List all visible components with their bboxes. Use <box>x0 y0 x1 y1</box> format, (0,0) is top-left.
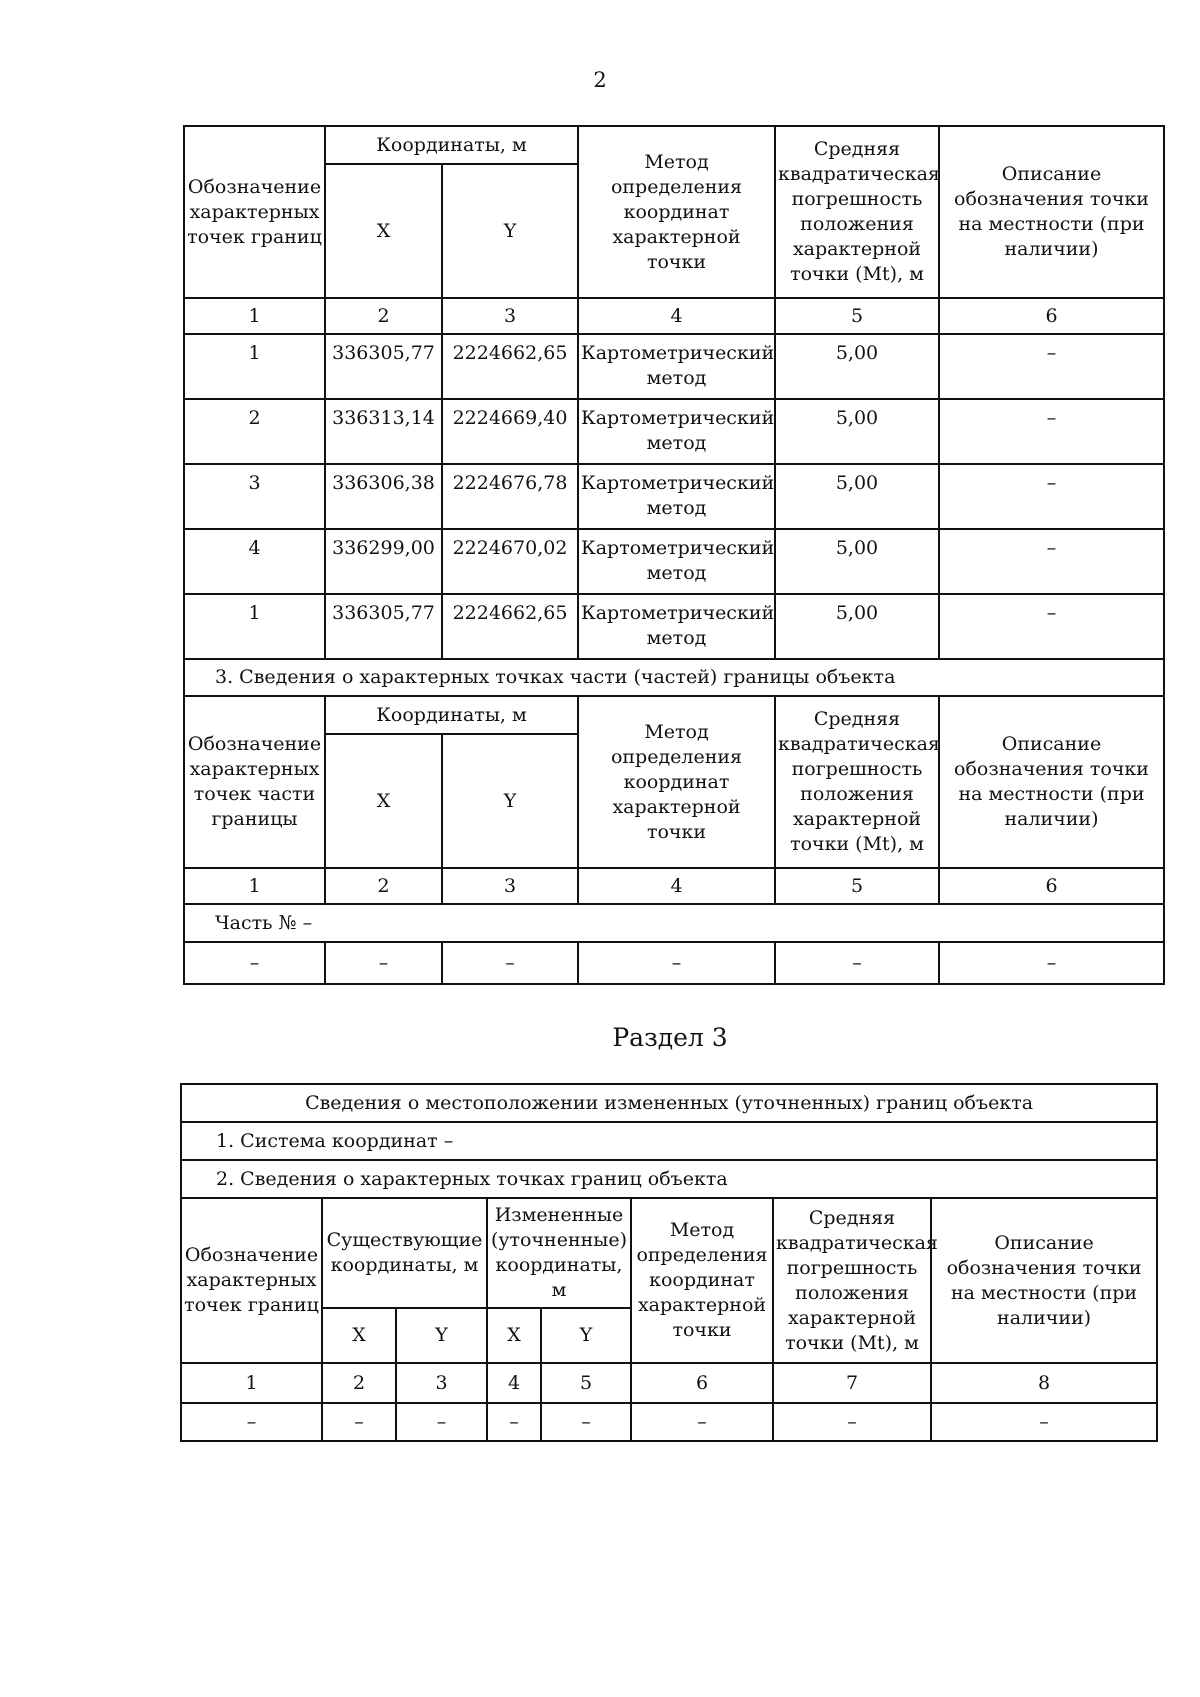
point-number: 4 <box>184 529 325 594</box>
error: 5,00 <box>775 334 939 399</box>
col-number: 5 <box>775 868 939 904</box>
coord-system: 1. Система координат – <box>181 1122 1157 1160</box>
col-number: 6 <box>939 868 1164 904</box>
col-number: 2 <box>322 1363 396 1403</box>
coord-x: 336299,00 <box>325 529 442 594</box>
coord-y: 2224669,40 <box>442 399 578 464</box>
part-cell: – <box>939 942 1164 984</box>
changed-boundary-table <box>180 1083 1158 1442</box>
part-cell: – <box>325 942 442 984</box>
row-cell: – <box>541 1403 631 1441</box>
row-cell: – <box>931 1403 1157 1441</box>
method: Картометрический метод <box>578 334 775 399</box>
error: 5,00 <box>775 464 939 529</box>
row-cell: – <box>487 1403 541 1441</box>
method: Картометрический метод <box>578 464 775 529</box>
coord-y: 2224662,65 <box>442 594 578 659</box>
col-number: 2 <box>325 298 442 334</box>
error: 5,00 <box>775 399 939 464</box>
point-number: 3 <box>184 464 325 529</box>
row-cell: – <box>631 1403 773 1441</box>
part-cell: – <box>775 942 939 984</box>
method: Картометрический метод <box>578 399 775 464</box>
part-cell: – <box>442 942 578 984</box>
part-cell: – <box>578 942 775 984</box>
table-row <box>181 1403 1157 1441</box>
description: – <box>939 334 1164 399</box>
col-number: 1 <box>181 1363 322 1403</box>
col-number: 2 <box>325 868 442 904</box>
table-row <box>184 334 1164 399</box>
col-number: 4 <box>487 1363 541 1403</box>
parts-header-error: Средняя квадратическая погрешность положения характерной точки (Mt), м <box>775 696 939 868</box>
description: – <box>939 399 1164 464</box>
error: 5,00 <box>775 594 939 659</box>
parts-header-x: X <box>325 734 442 868</box>
header-x: X <box>325 164 442 298</box>
col-number: 3 <box>442 298 578 334</box>
col-number: 1 <box>184 298 325 334</box>
page-number: 2 <box>593 68 607 92</box>
point-number: 1 <box>184 594 325 659</box>
parts-header-y: Y <box>442 734 578 868</box>
method: Картометрический метод <box>578 529 775 594</box>
parts-header-designation: Обозначение характерных точек части границы <box>184 696 325 868</box>
points-section-title: 2. Сведения о характерных точках границ объекта <box>181 1160 1157 1198</box>
header-y-existing: Y <box>396 1308 487 1363</box>
header-description: Описание обозначения точки на местности (при наличии) <box>931 1198 1157 1363</box>
section-heading: Раздел 3 <box>612 1023 728 1052</box>
parts-header-description: Описание обозначения точки на местности (при наличии) <box>939 696 1164 868</box>
col-number: 6 <box>939 298 1164 334</box>
header-description: Описание обозначения точки на местности (при наличии) <box>939 126 1164 298</box>
header-y-changed: Y <box>541 1308 631 1363</box>
header-error: Средняя квадратическая погрешность положения характерной точки (Mt), м <box>775 126 939 298</box>
col-number: 3 <box>396 1363 487 1403</box>
header-x-changed: X <box>487 1308 541 1363</box>
description: – <box>939 464 1164 529</box>
coord-x: 336306,38 <box>325 464 442 529</box>
part-cell: – <box>184 942 325 984</box>
row-cell: – <box>322 1403 396 1441</box>
row-cell: – <box>181 1403 322 1441</box>
table-title: Сведения о местоположении измененных (уточненных) границ объекта <box>181 1084 1157 1122</box>
col-number: 8 <box>931 1363 1157 1403</box>
error: 5,00 <box>775 529 939 594</box>
col-number: 4 <box>578 868 775 904</box>
header-designation: Обозначение характерных точек границ <box>181 1198 322 1363</box>
header-designation: Обозначение характерных точек границ <box>184 126 325 298</box>
method: Картометрический метод <box>578 594 775 659</box>
parts-section-title: 3. Сведения о характерных точках части (частей) границы объекта <box>184 659 1164 696</box>
table-row <box>184 942 1164 984</box>
header-x-existing: X <box>322 1308 396 1363</box>
header-existing-coords: Существующие координаты, м <box>322 1198 487 1308</box>
boundary-points-table <box>183 125 1165 985</box>
header-changed-coords: Измененные (уточненные) координаты, м <box>487 1198 631 1308</box>
col-number: 5 <box>775 298 939 334</box>
row-cell: – <box>396 1403 487 1441</box>
col-number: 6 <box>631 1363 773 1403</box>
description: – <box>939 529 1164 594</box>
coord-y: 2224676,78 <box>442 464 578 529</box>
coord-y: 2224670,02 <box>442 529 578 594</box>
col-number: 3 <box>442 868 578 904</box>
parts-header-coords: Координаты, м <box>325 696 578 734</box>
part-label: Часть № – <box>184 904 1164 942</box>
table-row <box>184 399 1164 464</box>
header-coords: Координаты, м <box>325 126 578 164</box>
table-row <box>184 464 1164 529</box>
point-number: 2 <box>184 399 325 464</box>
coord-x: 336313,14 <box>325 399 442 464</box>
coord-x: 336305,77 <box>325 594 442 659</box>
table-row <box>184 529 1164 594</box>
col-number: 1 <box>184 868 325 904</box>
header-y: Y <box>442 164 578 298</box>
point-number: 1 <box>184 334 325 399</box>
coord-x: 336305,77 <box>325 334 442 399</box>
col-number: 7 <box>773 1363 931 1403</box>
header-error: Средняя квадратическая погрешность положения характерной точки (Mt), м <box>773 1198 931 1363</box>
header-method: Метод определения координат характерной точки <box>578 126 775 298</box>
description: – <box>939 594 1164 659</box>
coord-y: 2224662,65 <box>442 334 578 399</box>
table-row <box>184 594 1164 659</box>
row-cell: – <box>773 1403 931 1441</box>
col-number: 5 <box>541 1363 631 1403</box>
parts-header-method: Метод определения координат характерной точки <box>578 696 775 868</box>
col-number: 4 <box>578 298 775 334</box>
header-method: Метод определения координат характерной точки <box>631 1198 773 1363</box>
